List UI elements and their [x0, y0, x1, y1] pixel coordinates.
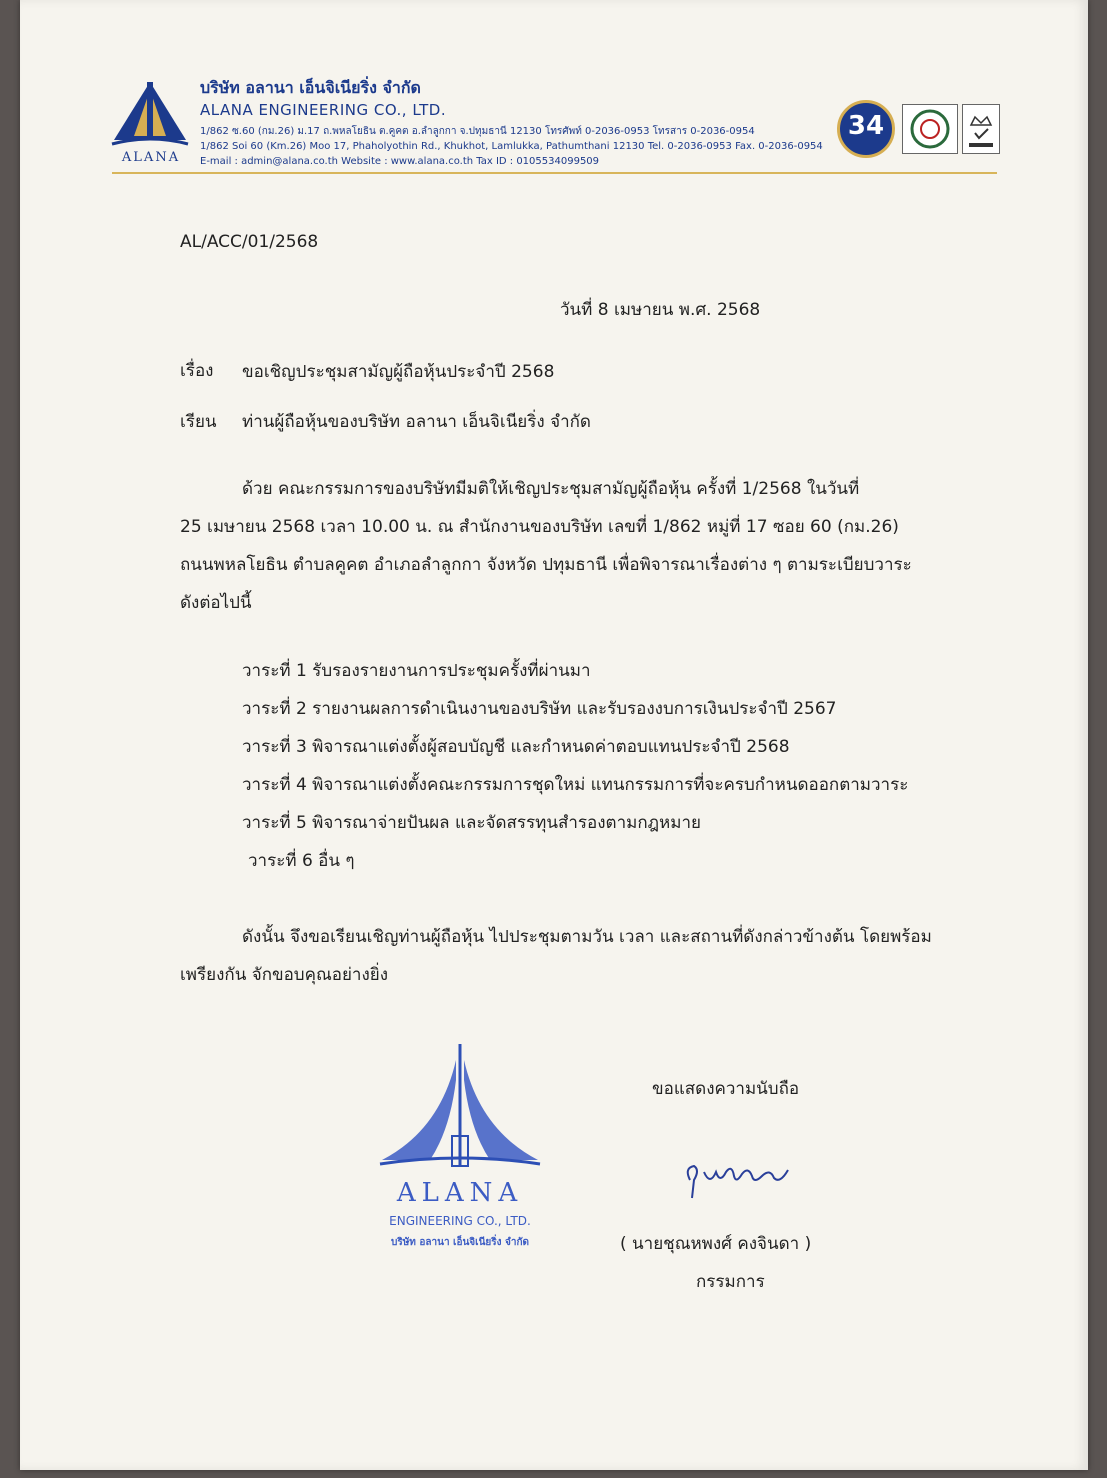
anniversary-number: 34 — [847, 111, 885, 141]
header-divider — [112, 172, 997, 174]
paragraph-line: ด้วย คณะกรรมการของบริษัทมีมติให้เชิญประชุมสามัญผู้ถือหุ้น ครั้งที่ 1/2568 ในวันที่ — [242, 479, 860, 499]
anniversary-badge — [837, 100, 895, 158]
agenda-item: วาระที่ 1 รับรองรายงานการประชุมครั้งที่ผ่านมา — [242, 661, 591, 681]
intro-paragraph — [180, 470, 980, 622]
letter-date: วันที่ 8 เมษายน พ.ศ. 2568 — [560, 300, 761, 320]
agenda-list — [242, 652, 908, 880]
closing-paragraph — [180, 918, 980, 994]
company-name-th: บริษัท อลานา เอ็นจิเนียริ่ง จำกัด — [200, 78, 421, 97]
subject-text: ขอเชิญประชุมสามัญผู้ถือหุ้นประจำปี 2568 — [242, 362, 555, 382]
stamp-brand: ALANA — [396, 1178, 524, 1208]
company-name-en: ALANA ENGINEERING CO., LTD. — [200, 101, 447, 119]
signature-icon — [670, 1150, 810, 1210]
certification-seal-icon — [903, 105, 957, 153]
agenda-item: วาระที่ 3 พิจารณาแต่งตั้งผู้สอบบัญชี และกำหนดค่าตอบแทนประจำปี 2568 — [242, 737, 790, 757]
certification-badge — [902, 104, 958, 154]
address-en: 1/862 Soi 60 (Km.26) Moo 17, Phaholyothin Rd., Khukhot, Lamlukka, Pathumthani 12130 Tel. 0-2036-0953 Fax. 0-2036-0954 — [200, 141, 823, 152]
signatory-title: กรรมการ — [696, 1272, 765, 1292]
paragraph-line: เพรียงกัน จักขอบคุณอย่างยิ่ง — [180, 965, 389, 985]
logo-wordmark: ALANA — [121, 150, 181, 165]
paragraph-line: ถนนพหลโยธิน ตำบลคูคต อำเภอลำลูกกา จังหวัด ปทุมธานี เพื่อพิจารณาเรื่องต่าง ๆ ตามระเบียบวาระ — [180, 555, 912, 575]
paragraph-line: ดังนั้น จึงขอเรียนเชิญท่านผู้ถือหุ้น ไปประชุมตามวัน เวลา และสถานที่ดังกล่าวข้างต้น โดยพร้อม — [242, 927, 932, 947]
recipient-label: เรียน — [180, 412, 217, 432]
stamp-company-en: ENGINEERING CO., LTD. — [389, 1214, 531, 1228]
paragraph-line: ดังต่อไปนี้ — [180, 593, 252, 613]
stamp-company-th: บริษัท อลานา เอ็นจิเนียริ่ง จำกัด — [390, 1237, 530, 1248]
contact-line: E-mail : admin@alana.co.th Website : www.alana.co.th Tax ID : 0105534099509 — [200, 156, 600, 167]
paragraph-line: 25 เมษายน 2568 เวลา 10.00 น. ณ สำนักงานของบริษัท เลขที่ 1/862 หมู่ที่ 17 ซอย 60 (กม.26) — [180, 517, 899, 537]
ukas-badge — [962, 104, 1000, 154]
company-stamp — [360, 1040, 560, 1255]
company-logo — [110, 78, 190, 170]
agenda-item: วาระที่ 5 พิจารณาจ่ายปันผล และจัดสรรทุนสำรองตามกฎหมาย — [242, 813, 701, 833]
letter-page — [20, 0, 1088, 1470]
subject-label: เรื่อง — [180, 361, 214, 381]
stamp-logo-icon — [360, 1040, 560, 1180]
agenda-item: วาระที่ 4 พิจารณาแต่งตั้งคณะกรรมการชุดใหม่ แทนกรรมการที่จะครบกำหนดออกตามวาระ — [242, 775, 909, 795]
agenda-item: วาระที่ 6 อื่น ๆ — [248, 851, 355, 871]
reference-number: AL/ACC/01/2568 — [180, 232, 319, 252]
signatory-name: ( นายชุณหพงศ์ คงจินดา ) — [620, 1234, 812, 1254]
address-th: 1/862 ซ.60 (กม.26) ม.17 ถ.พหลโยธิน ต.คูคต อ.ลำลูกกา จ.ปทุมธานี 12130 โทรศัพท์ 0-2036-0953 โทรสาร 0-2036-0954 — [200, 126, 755, 137]
agenda-item: วาระที่ 2 รายงานผลการดำเนินงานของบริษัท และรับรองงบการเงินประจำปี 2567 — [242, 699, 837, 719]
ukas-crown-icon — [963, 105, 999, 153]
closing-regards: ขอแสดงความนับถือ — [652, 1079, 800, 1099]
signature-handwriting — [670, 1150, 810, 1210]
recipient-text: ท่านผู้ถือหุ้นของบริษัท อลานา เอ็นจิเนียริ่ง จำกัด — [242, 412, 591, 432]
